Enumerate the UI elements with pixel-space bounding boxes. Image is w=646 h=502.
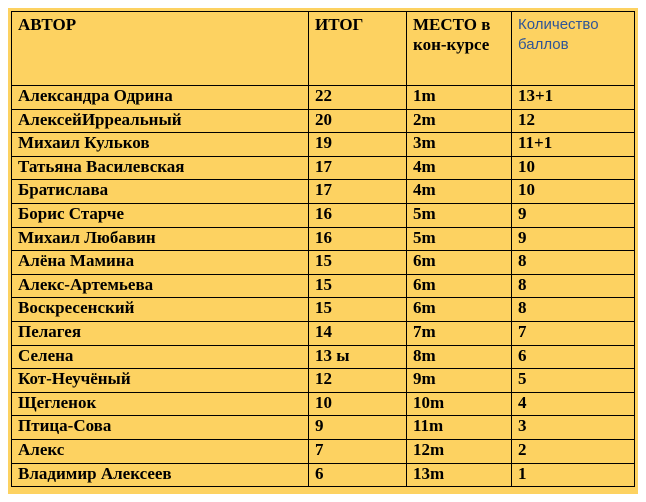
cell-score: 9 <box>512 203 635 227</box>
table-row <box>12 439 635 463</box>
table-row <box>12 203 635 227</box>
cell-author: Кот-Неучёный <box>12 369 309 393</box>
cell-place: 10m <box>407 392 512 416</box>
cell-score: 1 <box>512 463 635 487</box>
cell-score: 8 <box>512 251 635 275</box>
header-author: АВТОР <box>12 12 309 86</box>
cell-author: Александра Одрина <box>12 86 309 110</box>
cell-author: Михаил Любавин <box>12 227 309 251</box>
cell-score: 8 <box>512 298 635 322</box>
cell-author: АлексейИрреальный <box>12 109 309 133</box>
table-row <box>12 416 635 440</box>
cell-author: Щегленок <box>12 392 309 416</box>
cell-author: Селена <box>12 345 309 369</box>
cell-score: 7 <box>512 321 635 345</box>
cell-total: 17 <box>309 156 407 180</box>
header-row <box>12 12 635 86</box>
cell-place: 9m <box>407 369 512 393</box>
cell-score: 8 <box>512 274 635 298</box>
cell-score: 3 <box>512 416 635 440</box>
cell-place: 12m <box>407 439 512 463</box>
cell-place: 5m <box>407 203 512 227</box>
cell-place: 3m <box>407 133 512 157</box>
cell-author: Птица-Сова <box>12 416 309 440</box>
cell-place: 5m <box>407 227 512 251</box>
cell-total: 15 <box>309 274 407 298</box>
cell-place: 6m <box>407 251 512 275</box>
table-row <box>12 345 635 369</box>
header-score: Количество баллов <box>512 12 635 86</box>
cell-place: 7m <box>407 321 512 345</box>
table-row <box>12 463 635 487</box>
table-row <box>12 227 635 251</box>
header-total: ИТОГ <box>309 12 407 86</box>
cell-total: 16 <box>309 227 407 251</box>
cell-total: 13 ы <box>309 345 407 369</box>
cell-place: 6m <box>407 274 512 298</box>
cell-place: 6m <box>407 298 512 322</box>
cell-author: Алекс-Артемьева <box>12 274 309 298</box>
cell-score: 12 <box>512 109 635 133</box>
table-row <box>12 321 635 345</box>
cell-place: 8m <box>407 345 512 369</box>
cell-total: 20 <box>309 109 407 133</box>
cell-author: Алёна Мамина <box>12 251 309 275</box>
cell-score: 9 <box>512 227 635 251</box>
cell-total: 6 <box>309 463 407 487</box>
table-row <box>12 251 635 275</box>
cell-total: 10 <box>309 392 407 416</box>
cell-total: 22 <box>309 86 407 110</box>
cell-place: 11m <box>407 416 512 440</box>
cell-score: 4 <box>512 392 635 416</box>
table-row <box>12 298 635 322</box>
cell-total: 12 <box>309 369 407 393</box>
cell-place: 4m <box>407 180 512 204</box>
cell-author: Алекс <box>12 439 309 463</box>
cell-total: 16 <box>309 203 407 227</box>
cell-author: Михаил Кульков <box>12 133 309 157</box>
cell-score: 2 <box>512 439 635 463</box>
cell-author: Пелагея <box>12 321 309 345</box>
cell-total: 15 <box>309 298 407 322</box>
table-row <box>12 274 635 298</box>
cell-total: 7 <box>309 439 407 463</box>
table-row <box>12 392 635 416</box>
cell-place: 1m <box>407 86 512 110</box>
cell-score: 10 <box>512 180 635 204</box>
table-row <box>12 369 635 393</box>
cell-author: Борис Старче <box>12 203 309 227</box>
table-row <box>12 133 635 157</box>
cell-score: 6 <box>512 345 635 369</box>
table-row <box>12 109 635 133</box>
cell-total: 17 <box>309 180 407 204</box>
header-place: МЕСТО в кон-курсе <box>407 12 512 86</box>
cell-author: Братислава <box>12 180 309 204</box>
cell-score: 5 <box>512 369 635 393</box>
table-row <box>12 156 635 180</box>
cell-place: 2m <box>407 109 512 133</box>
cell-author: Владимир Алексеев <box>12 463 309 487</box>
cell-author: Татьяна Василевская <box>12 156 309 180</box>
cell-total: 9 <box>309 416 407 440</box>
cell-place: 13m <box>407 463 512 487</box>
results-table <box>11 11 635 487</box>
cell-author: Воскресенский <box>12 298 309 322</box>
results-body <box>12 86 635 487</box>
cell-place: 4m <box>407 156 512 180</box>
table-row <box>12 180 635 204</box>
cell-score: 13+1 <box>512 86 635 110</box>
table-row <box>12 86 635 110</box>
cell-score: 10 <box>512 156 635 180</box>
cell-total: 14 <box>309 321 407 345</box>
cell-total: 19 <box>309 133 407 157</box>
results-sheet <box>8 8 638 494</box>
cell-score: 11+1 <box>512 133 635 157</box>
cell-total: 15 <box>309 251 407 275</box>
